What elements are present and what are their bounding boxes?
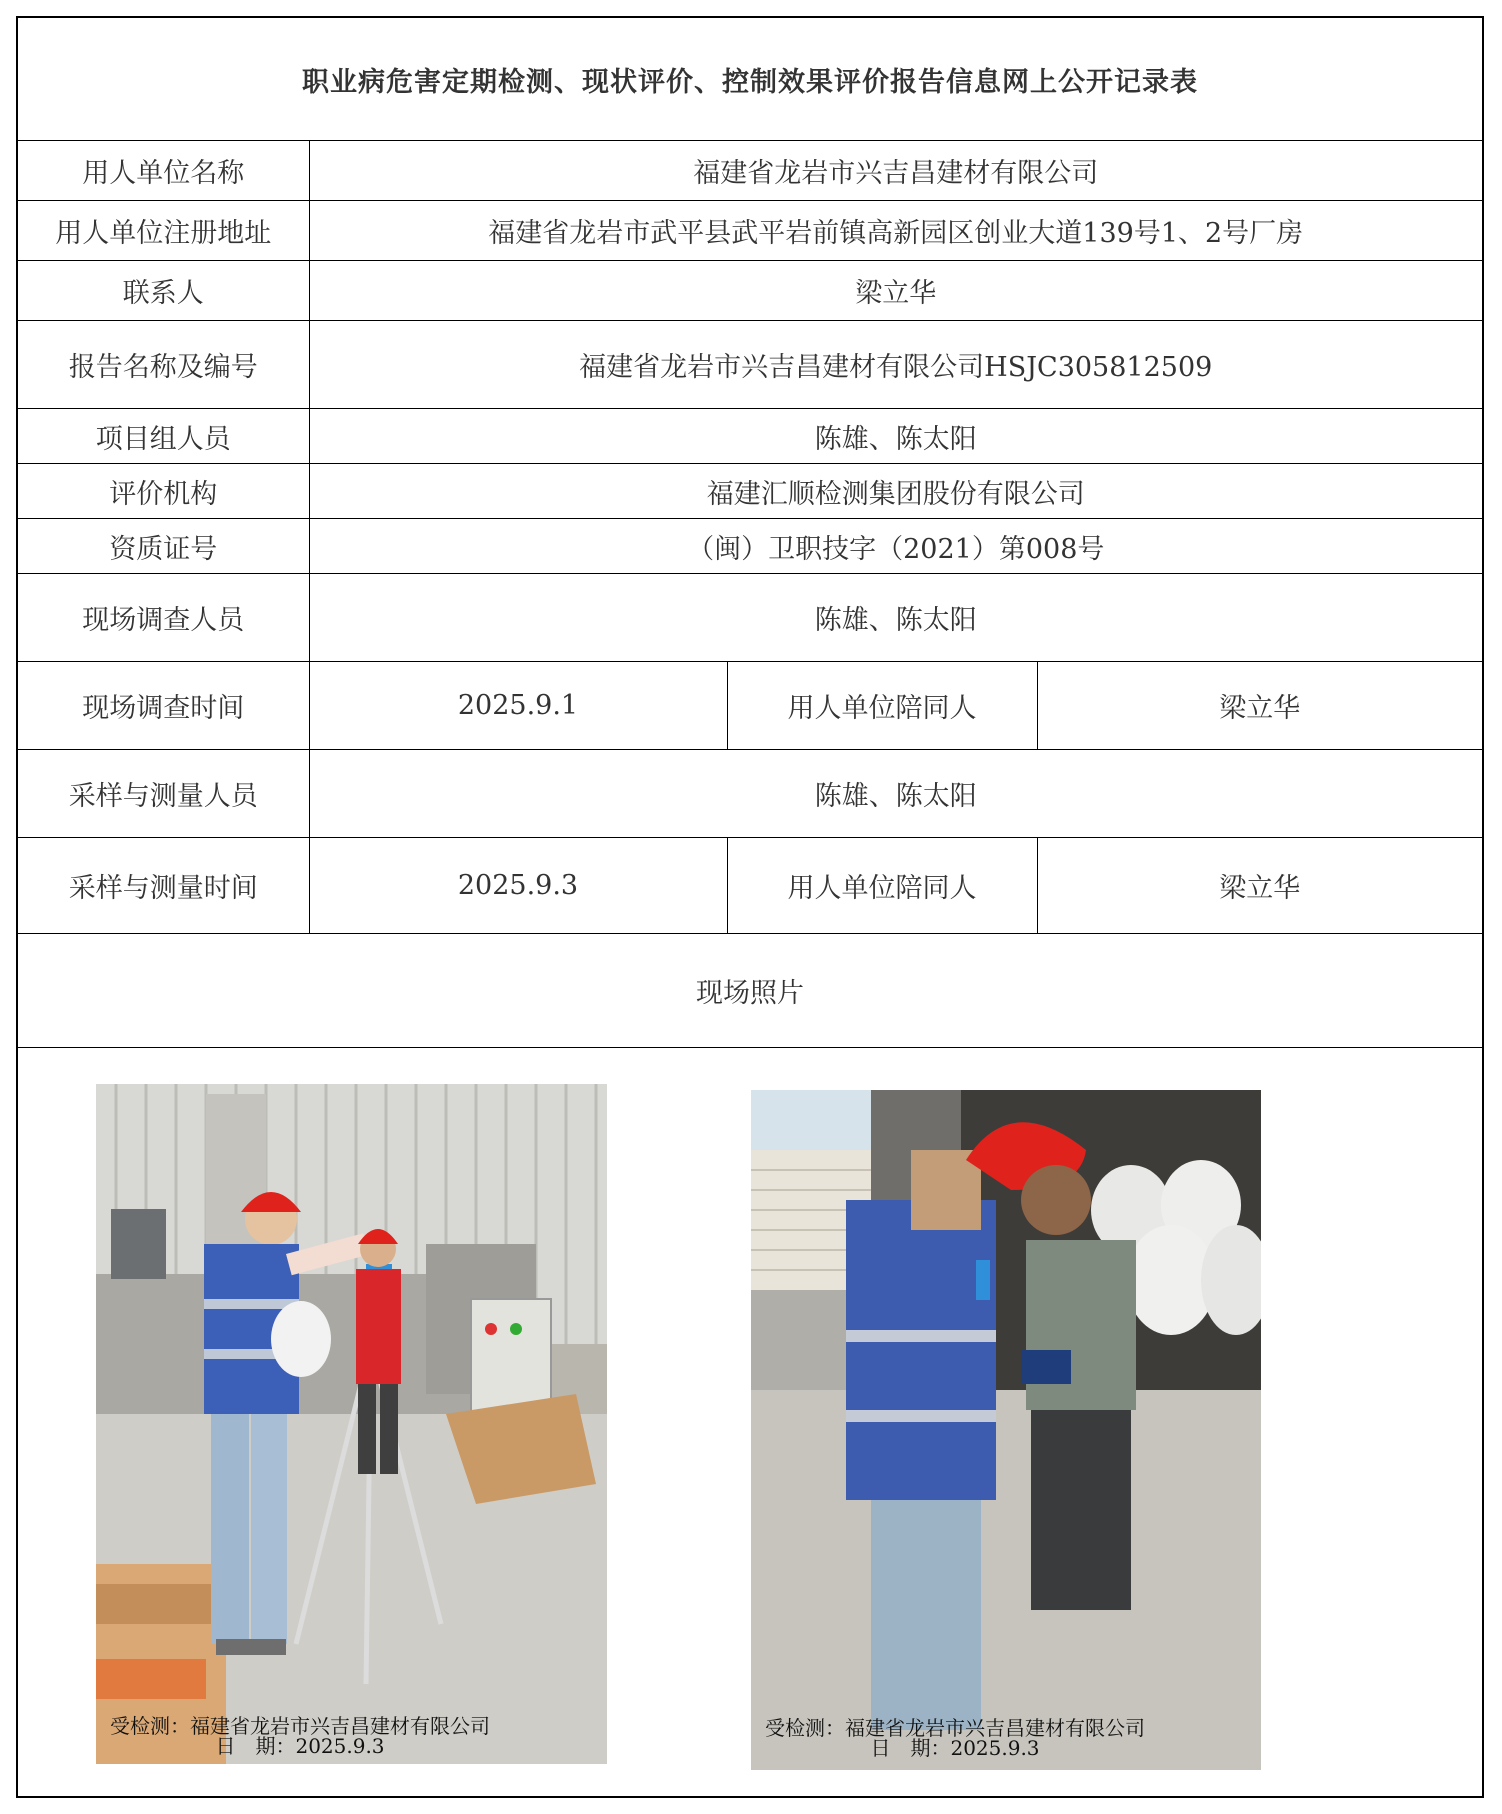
row-sampling-staff <box>18 750 1482 838</box>
site-photo-2 <box>751 1090 1261 1770</box>
site-photo-2-image <box>751 1090 1261 1770</box>
row-photos-header <box>18 934 1482 1048</box>
site-photo-2-watermark <box>765 1718 1145 1758</box>
row-sampling-time <box>18 838 1482 934</box>
agency-value: 福建汇顺检测集团股份有限公司 <box>309 464 1482 519</box>
row-project-team <box>18 409 1482 464</box>
row-contact <box>18 261 1482 321</box>
agency-label: 评价机构 <box>18 464 309 519</box>
survey-companion-label: 用人单位陪同人 <box>727 662 1037 750</box>
row-survey-staff <box>18 574 1482 662</box>
employer-address-label: 用人单位注册地址 <box>18 201 309 261</box>
survey-time-label: 现场调查时间 <box>18 662 309 750</box>
site-photo-1-watermark-date: 日 期：2025.9.3 <box>215 1734 385 1758</box>
photos-header: 现场照片 <box>18 934 1482 1048</box>
survey-staff-label: 现场调查人员 <box>18 574 309 662</box>
title-row <box>18 18 1482 141</box>
record-sheet <box>16 16 1484 1798</box>
page-title: 职业病危害定期检测、现状评价、控制效果评价报告信息网上公开记录表 <box>18 18 1482 141</box>
sampling-companion-value: 梁立华 <box>1037 838 1482 934</box>
photos-area <box>18 1048 1482 1814</box>
site-photo-2-watermark-date: 日 期：2025.9.3 <box>870 1736 1040 1760</box>
row-employer-name <box>18 141 1482 201</box>
row-employer-address <box>18 201 1482 261</box>
employer-name-value: 福建省龙岩市兴吉昌建材有限公司 <box>309 141 1482 201</box>
sampling-staff-label: 采样与测量人员 <box>18 750 309 838</box>
site-photo-2-watermark-company: 受检测：福建省龙岩市兴吉昌建材有限公司 <box>765 1716 1145 1740</box>
site-photo-1-watermark <box>110 1716 490 1756</box>
row-survey-time <box>18 662 1482 750</box>
survey-staff-value: 陈雄、陈太阳 <box>309 574 1482 662</box>
report-label: 报告名称及编号 <box>18 321 309 409</box>
certificate-value: （闽）卫职技字（2021）第008号 <box>309 519 1482 574</box>
sampling-companion-label: 用人单位陪同人 <box>727 838 1037 934</box>
project-team-value: 陈雄、陈太阳 <box>309 409 1482 464</box>
row-report <box>18 321 1482 409</box>
employer-address-value: 福建省龙岩市武平县武平岩前镇高新园区创业大道139号1、2号厂房 <box>309 201 1482 261</box>
row-photos <box>18 1048 1482 1814</box>
employer-name-label: 用人单位名称 <box>18 141 309 201</box>
site-photo-1-image <box>96 1084 607 1764</box>
sampling-time-label: 采样与测量时间 <box>18 838 309 934</box>
row-certificate <box>18 519 1482 574</box>
certificate-label: 资质证号 <box>18 519 309 574</box>
record-table <box>18 18 1482 1814</box>
contact-label: 联系人 <box>18 261 309 321</box>
sampling-time-value: 2025.9.3 <box>309 838 727 934</box>
survey-time-value: 2025.9.1 <box>309 662 727 750</box>
contact-value: 梁立华 <box>309 261 1482 321</box>
sampling-staff-value: 陈雄、陈太阳 <box>309 750 1482 838</box>
row-agency <box>18 464 1482 519</box>
site-photo-1-watermark-company: 受检测：福建省龙岩市兴吉昌建材有限公司 <box>110 1714 490 1738</box>
site-photo-1 <box>96 1084 607 1764</box>
report-value: 福建省龙岩市兴吉昌建材有限公司HSJC305812509 <box>309 321 1482 409</box>
project-team-label: 项目组人员 <box>18 409 309 464</box>
survey-companion-value: 梁立华 <box>1037 662 1482 750</box>
